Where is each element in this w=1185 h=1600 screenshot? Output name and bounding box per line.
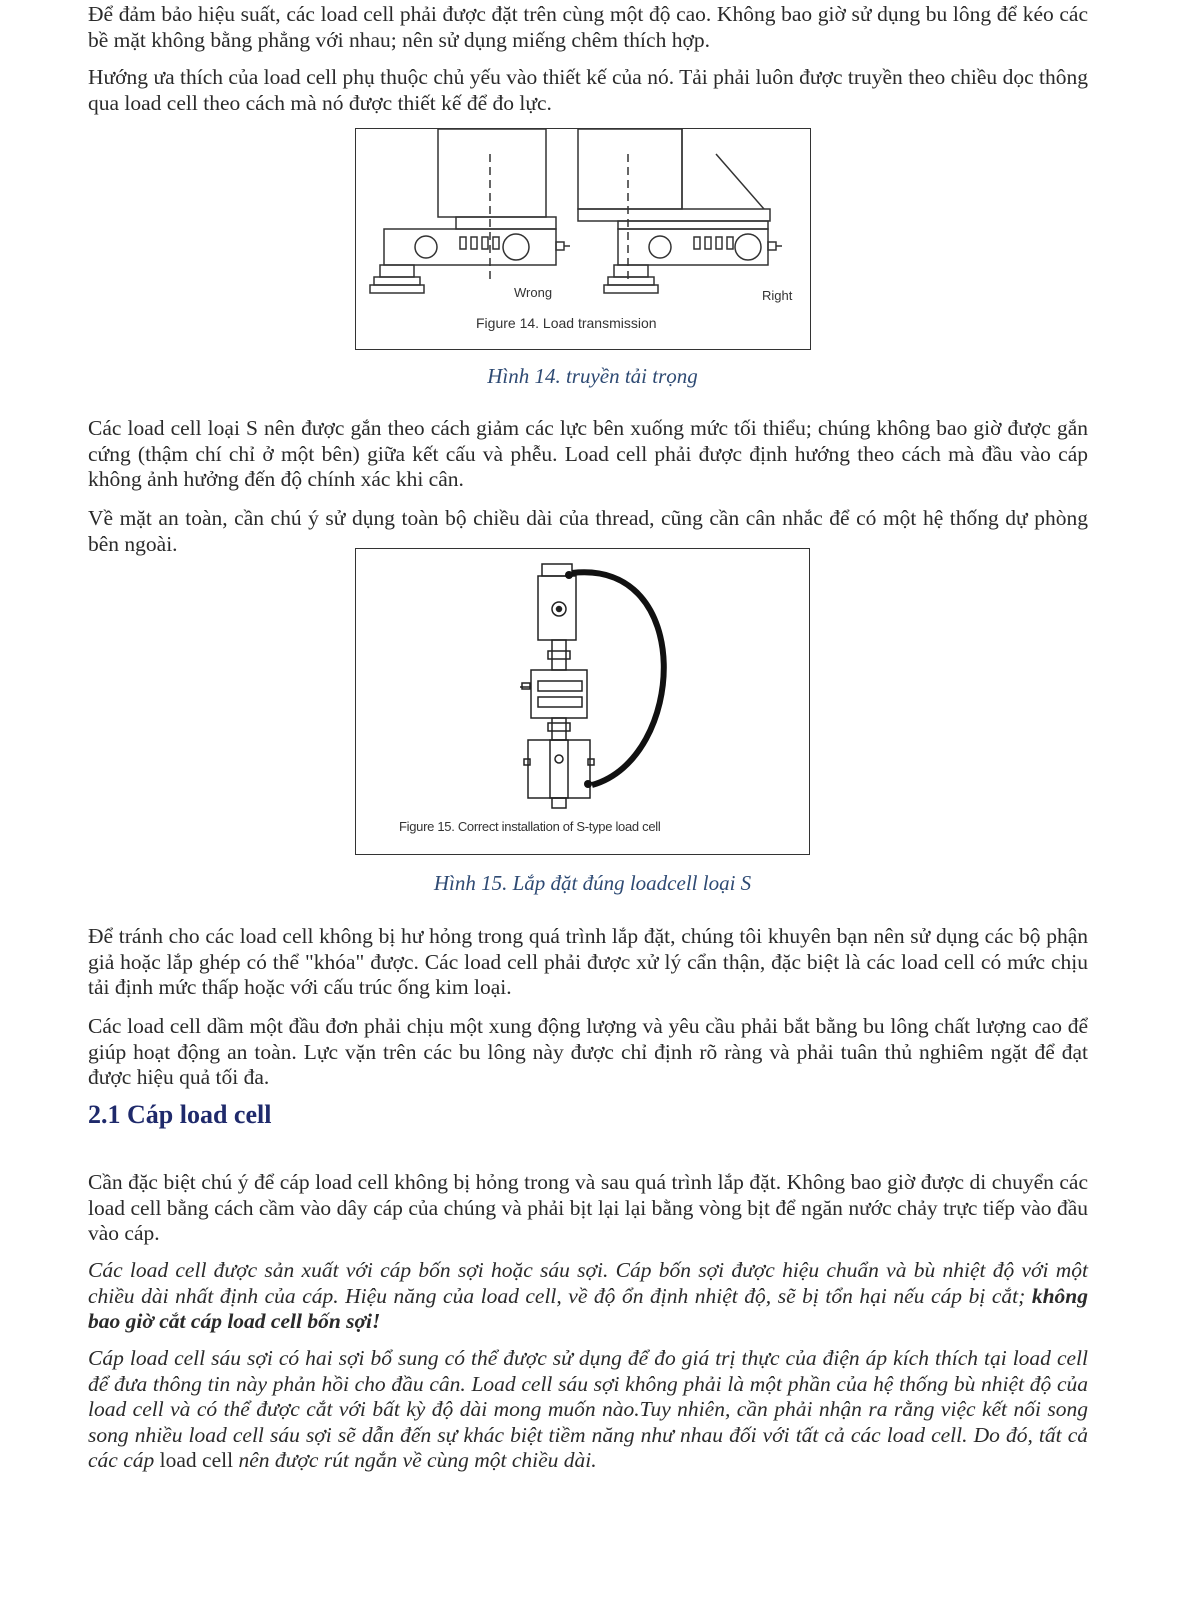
paragraph-s-type-mounting: Các load cell loại S nên được gắn theo cách giảm các lực bên xuống mức tối thiểu; chúng không bao giờ được gắn cứng (thậm chí chỉ ở một bên) giữa kết cấu và phễu. Load cell phải được định hướng theo cách mà đầu vào cáp không ảnh hưởng đến độ chính xác khi cân. [88,416,1088,492]
section-heading-cable: 2.1 Cáp load cell [88,1100,272,1129]
figure-14-load-transmission [355,128,811,350]
four-wire-text: Các load cell được sản xuất với cáp bốn sợi hoặc sáu sợi. Cáp bốn sợi được hiệu chuẩn và bù nhiệt độ với một chiều dài nhất định của cáp. Hiệu năng của load cell, về độ ổn định nhiệt độ, sẽ bị tổn hại nếu cáp bị cắt; [88,1258,1088,1308]
paragraph-damage-prevention: Để tránh cho các load cell không bị hư hỏng trong quá trình lắp đặt, chúng tôi khuyên bạn nên sử dụng các bộ phận giả hoặc lắp ghép có thể "khóa" được. Các load cell phải được xử lý cẩn thận, đặc biệt là các load cell có mức chịu tải định mức thấp hoặc với cấu trúc ống kim loại. [88,924,1088,1000]
right-label: Right [762,288,793,303]
figure-15-caption: Hình 15. Lắp đặt đúng loadcell loại S [433,871,752,895]
paragraph-four-wire [88,1258,1088,1335]
wrong-load-cell [384,229,556,265]
six-wire-text-a: Cáp load cell sáu sợi có hai sợi bổ sung có thể được sử dụng để đo giá trị thực của điện áp kích thích tại load cell để đưa thông tin này phản hồi cho đầu cân. Load cell sáu sợi không phải là một phần của hệ thống bù nhiệt độ của load cell và có thể được cắt với bất kỳ độ dài mong muốn nào.Tuy nhiên, cần phải nhận ra rằng việc kết nối song song nhiều load cell sáu sợi sẽ dẫn đến sự khác biệt tiềm năng như nhau đối với tất cả các load cell. Do đó, tất cả các cáp [88,1346,1088,1473]
wrong-label: Wrong [514,285,553,300]
four-wire-warning: không bao giờ cắt cáp load cell bốn sợi! [88,1283,1088,1334]
right-load-plate [578,209,770,221]
paragraph-cable-care: Cần đặc biệt chú ý để cáp load cell không bị hỏng trong và sau quá trình lắp đặt. Không bao giờ được di chuyển các load cell bằng cách cầm vào dây cáp của chúng và phải bịt lại lại bằng vòng bịt để ngăn nước chảy trực tiếp vào đầu vào cáp. [88,1170,1088,1246]
safety-cable [572,572,664,785]
figure-15-s-type-installation [355,548,810,855]
paragraph-orientation: Hướng ưa thích của load cell phụ thuộc chủ yếu vào thiết kế của nó. Tải phải luôn được truyền theo chiều dọc thông qua load cell theo cách mà nó được thiết kế để đo lực. [88,65,1088,115]
figure-15-inner-caption: Figure 15. Correct installation of S-type load cell [399,819,661,834]
figure-14-caption: Hình 14. truyền tải trọng [487,364,698,388]
paragraph-single-beam: Các load cell dầm một đầu đơn phải chịu một xung động lượng và yêu cầu phải bắt bằng bu lông chất lượng cao để giúp hoạt động an toàn. Lực vặn trên các bu lông này được chỉ định rõ ràng và phải tuân thủ nghiêm ngặt để đạt được hiệu quả tối đa. [88,1014,1088,1090]
paragraph-safety: Về mặt an toàn, cần chú ý sử dụng toàn bộ chiều dài của thread, cũng cần cân nhắc để có một hệ thống dự phòng bên ngoài. [88,506,1088,556]
paragraph-level-mounting: Để đảm bảo hiệu suất, các load cell phải được đặt trên cùng một độ cao. Không bao giờ sử dụng bu lông để kéo các bề mặt không bằng phẳng với nhau; nên sử dụng miếng chêm thích hợp. [88,2,1088,52]
six-wire-text-b: load cell [159,1448,234,1473]
figure-14-inner-caption: Figure 14. Load transmission [476,315,657,331]
six-wire-text-c: nên được rút ngắn về cùng một chiều dài. [233,1448,597,1473]
s-type-load-cell-diagram [356,549,808,853]
paragraph-six-wire [88,1346,1088,1474]
s-type-cell-body [531,670,587,718]
wrong-load-block [438,129,546,217]
